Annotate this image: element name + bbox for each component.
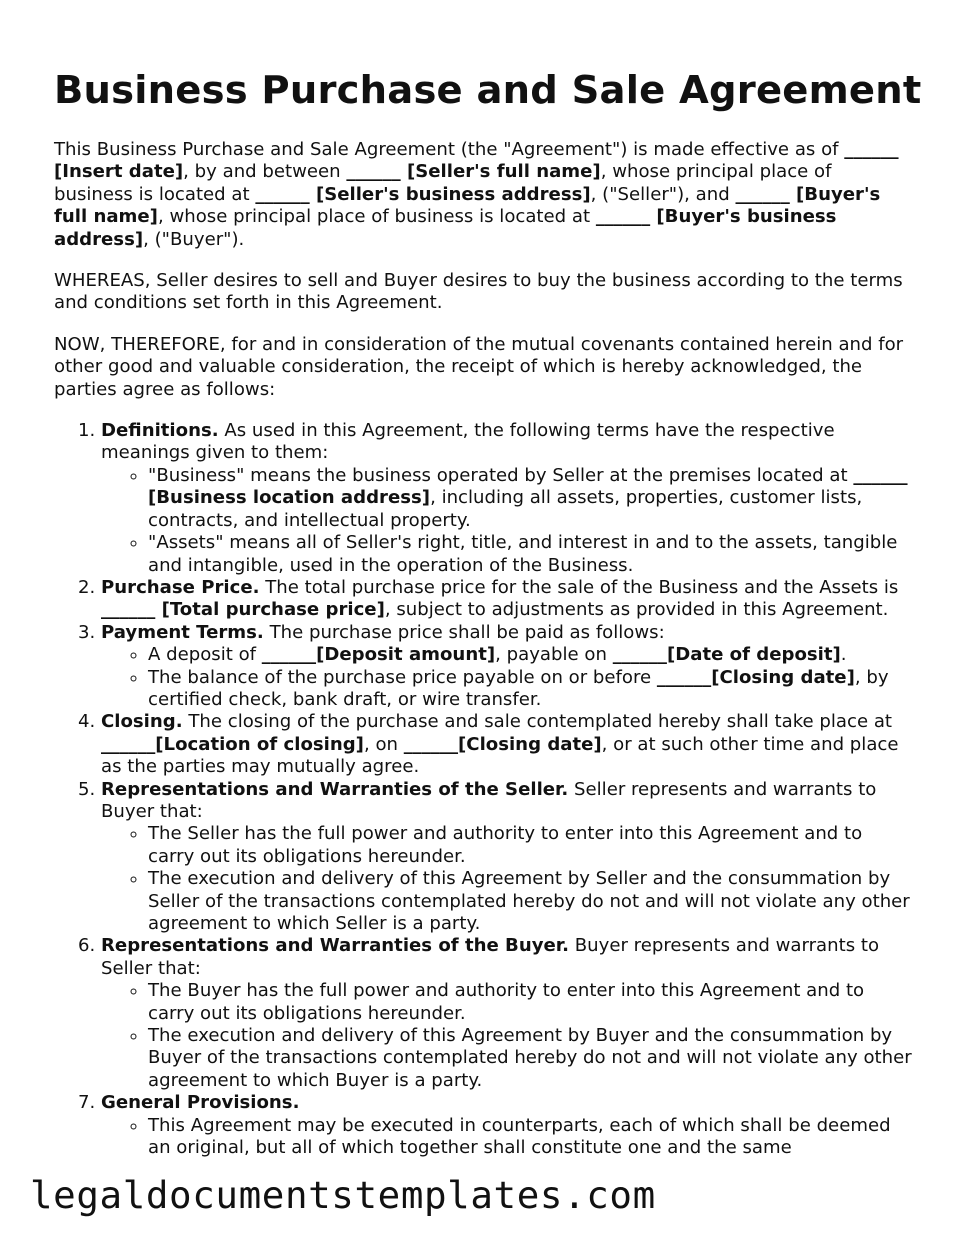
intro-text-2: , by and between [183, 161, 347, 183]
list-item: ◦ The Seller has the full power and authority to enter into this Agreement and to carry out its obligations hereunder. [148, 823, 914, 868]
intro-text-5: , whose principal place of business is located at [157, 206, 596, 228]
section-heading: Purchase Price. [101, 576, 260, 598]
section-definitions [101, 420, 914, 577]
sub-list [101, 644, 914, 711]
deposit-date-field: ______[Date of deposit] [612, 644, 841, 666]
section-text: Buyer represents and warrants to Seller that: [101, 935, 880, 979]
intro-text-4: , ("Seller"), and [590, 183, 736, 205]
buyer-name-field: ______ [Buyer's full name] [54, 183, 881, 228]
deposit-amount-field: ______[Deposit amount] [261, 644, 496, 666]
list-item: ◦ "Assets" means all of Seller's right, title, and interest in and to the assets, tangible and intangible, used in the operation of the Business. [148, 532, 914, 577]
list-item: ◦ This Agreement may be executed in counterparts, each of which shall be deemed an original, but all of which together shall constitute one and the same [148, 1115, 914, 1160]
sub-list [101, 823, 914, 935]
section-text: Seller represents and warrants to Buyer that: [101, 778, 877, 822]
closing-date-field: ______[Closing date] [656, 666, 855, 688]
sections-list [54, 420, 914, 1159]
section-heading: Definitions. [101, 420, 219, 442]
item-text: , payable on [495, 644, 613, 666]
document-title: Business Purchase and Sale Agreement [54, 68, 922, 113]
closing-date-field: ______[Closing date] [403, 733, 602, 755]
section-heading: Payment Terms. [101, 621, 264, 643]
list-item [148, 644, 914, 666]
sub-list [101, 1115, 914, 1160]
site-watermark: legaldocumentstemplates.com [30, 1173, 656, 1217]
sub-list [101, 465, 914, 577]
document-body [54, 139, 914, 1159]
section-text: The purchase price shall be paid as follows: [263, 621, 665, 643]
intro-text-3: , whose principal place of business is located at [54, 161, 832, 205]
intro-text-6: , ("Buyer"). [143, 228, 245, 250]
section-payment-terms [101, 622, 914, 712]
insert-date-field: ______ [Insert date] [54, 139, 899, 183]
section-text: , or at such other time and place as the parties may mutually agree. [101, 733, 899, 778]
section-buyer-warranties [101, 935, 914, 1092]
list-item: ◦ The execution and delivery of this Agreement by Buyer and the consummation by Buyer of the transactions contemplated hereby do not and will not violate any other agreement to which Buyer is a party. [148, 1025, 914, 1092]
whereas-paragraph: WHEREAS, Seller desires to sell and Buyer desires to buy the business according to the terms and conditions set forth in this Agreement. [54, 270, 903, 314]
sub-list [101, 980, 914, 1092]
list-item: ◦ The Buyer has the full power and authority to enter into this Agreement and to carry out its obligations hereunder. [148, 980, 914, 1025]
section-text: The total purchase price for the sale of the Business and the Assets is [259, 576, 899, 598]
section-general-provisions [101, 1092, 914, 1159]
item-text: . [840, 644, 847, 666]
section-heading: Closing. [101, 711, 183, 733]
list-item [148, 465, 914, 532]
section-heading: General Provisions. [101, 1092, 300, 1114]
section-purchase-price [101, 577, 914, 622]
item-text: , by certified check, bank draft, or wire transfer. [148, 666, 889, 710]
section-text: , subject to adjustments as provided in this Agreement. [384, 599, 889, 621]
section-text: As used in this Agreement, the following terms have the respective meanings given to them: [101, 420, 835, 464]
total-price-field: ______ [Total purchase price] [101, 599, 385, 621]
closing-location-field: ______[Location of closing] [101, 733, 364, 755]
list-item [148, 667, 914, 712]
item-text: , including all assets, properties, customer lists, contracts, and intellectual property. [148, 487, 863, 531]
business-location-field: ______ [Business location address] [148, 464, 908, 509]
seller-name-field: ______ [Seller's full name] [346, 161, 601, 183]
item-text: The balance of the purchase price payable on or before [148, 666, 657, 688]
section-heading: Representations and Warranties of the Seller. [101, 778, 569, 800]
list-item: ◦ The execution and delivery of this Agreement by Seller and the consummation by Seller of the transactions contemplated hereby do not and will not violate any other agreement to which Seller is a party. [148, 868, 914, 935]
buyer-address-field: ______ [Buyer's business address] [54, 206, 837, 250]
seller-address-field: ______ [Seller's business address] [255, 183, 591, 205]
intro-paragraph [54, 139, 914, 251]
item-text: "Business" means the business operated by Seller at the premises located at [148, 464, 854, 486]
section-text: The closing of the purchase and sale contemplated hereby shall take place at [182, 711, 893, 733]
item-text: A deposit of [148, 644, 262, 666]
section-heading: Representations and Warranties of the Buyer. [101, 935, 570, 957]
section-text: , on [363, 733, 404, 755]
therefore-paragraph: NOW, THEREFORE, for and in consideration of the mutual covenants contained herein and for other good and valuable consideration, the receipt of which is hereby acknowledged, the parties agree as follows: [54, 333, 904, 400]
section-closing [101, 711, 914, 778]
intro-text-1: This Business Purchase and Sale Agreement (the "Agreement") is made effective as of [54, 139, 845, 160]
section-seller-warranties [101, 779, 914, 936]
